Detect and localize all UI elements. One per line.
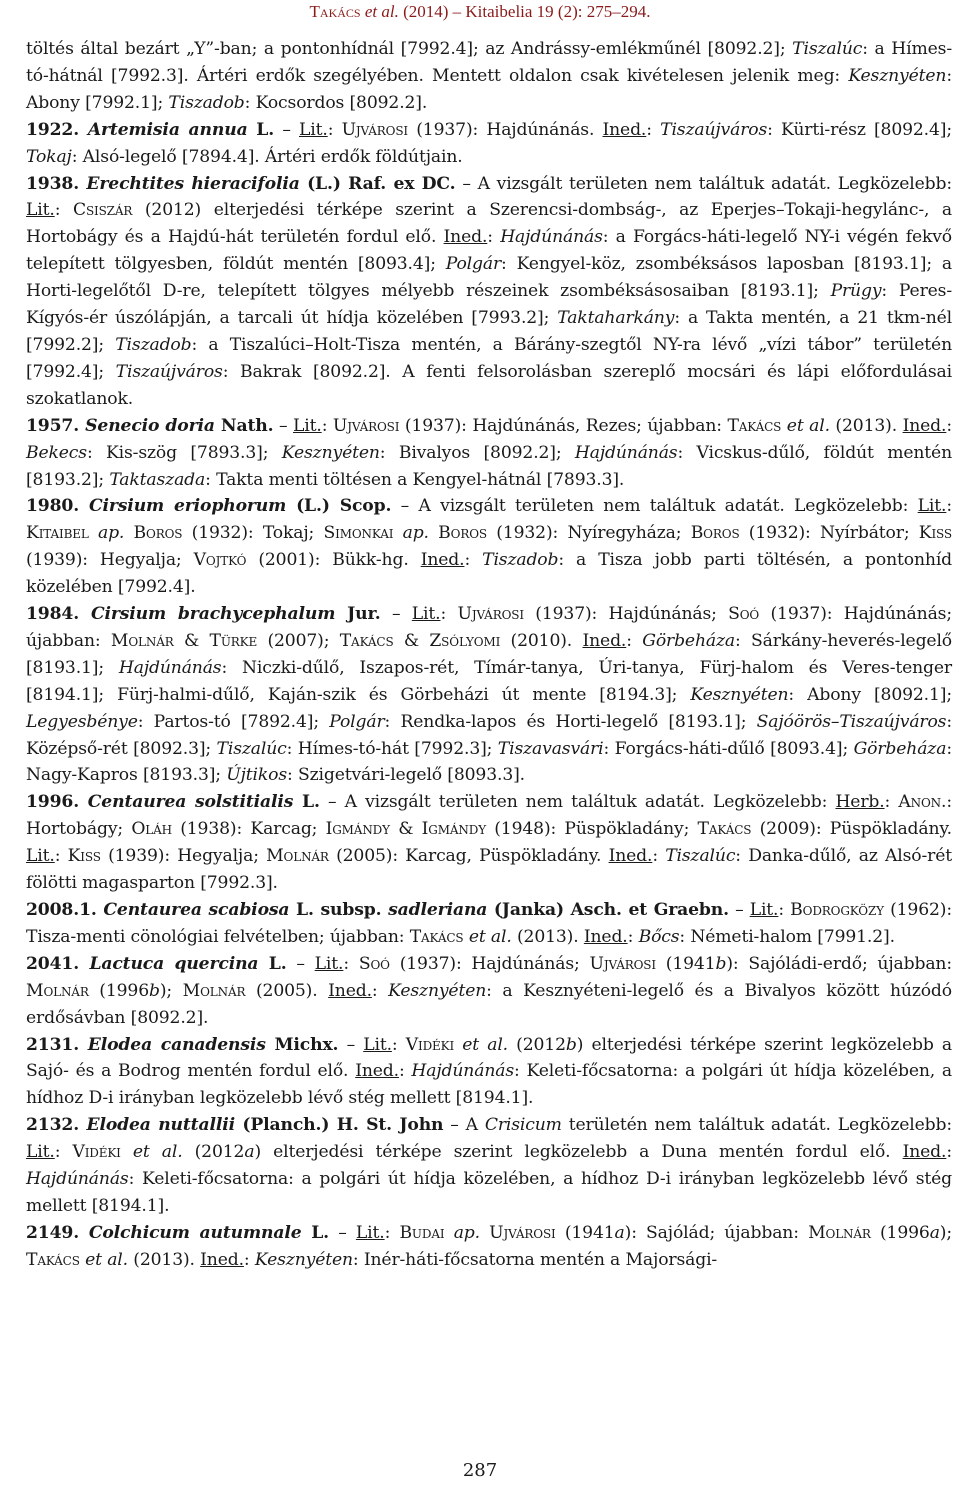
- entry-text: : Bakrak [8092.2]. A fenti felsorolásban szereplő mocsári és lápi előfordulásai szokatlanok.: [26, 361, 952, 409]
- entry-text: (1937): Hajdúnánás;: [389, 953, 590, 974]
- entry-text: : Abony [7992.1];: [26, 65, 952, 113]
- italic-text: Görbeháza: [642, 630, 735, 651]
- page-number: 287: [462, 1460, 498, 1481]
- species-name: Elodea canadensis: [87, 1034, 266, 1055]
- italic-text: b: [149, 980, 160, 1001]
- cited-author: Molnár: [182, 980, 246, 1001]
- species-entry: [26, 951, 952, 1032]
- cited-author: Molnár: [266, 846, 329, 867]
- section-label: Lit.: [355, 1222, 385, 1243]
- author-name: L.: [247, 119, 275, 140]
- italic-text: a: [929, 1222, 940, 1243]
- italic-text: Hajdúnánás: [118, 657, 222, 678]
- cited-author: Kitaibel: [26, 523, 89, 544]
- entry-text: :: [946, 1142, 952, 1163]
- italic-text: Tiszavasvári: [497, 738, 604, 759]
- header-author: Takács: [309, 2, 361, 21]
- cited-author: Takács: [697, 819, 752, 840]
- cited-author: Anon.: [898, 792, 947, 813]
- italic-text: Görbeháza: [853, 738, 947, 759]
- entry-text: :: [464, 550, 483, 571]
- entry-text: – A: [443, 1115, 485, 1136]
- author-name: (L.) Scop.: [286, 496, 392, 517]
- entry-text: (1941: [555, 1222, 615, 1243]
- cited-author: Zsólyomi: [429, 630, 501, 651]
- entry-text: töltés által bezárt „Y”-ban; a pontonhídnál [7992.4]; az Andrássy-emlékműnél [8092.2];: [26, 39, 793, 59]
- entry-text: :: [626, 630, 643, 651]
- cited-author: Kiss: [67, 846, 101, 867]
- species-name: Centaurea solstitialis: [87, 792, 294, 813]
- italic-text: Tiszadob: [168, 92, 245, 113]
- entry-text: : Kis-szög [7893.3];: [86, 442, 282, 463]
- italic-text: Újtikos: [226, 765, 288, 786]
- species-entry: [26, 117, 952, 171]
- entry-number: 2008.1.: [26, 900, 104, 920]
- entry-text: (2012: [182, 1142, 245, 1163]
- entry-text: &: [393, 630, 430, 651]
- cited-author: Ujvárosi: [341, 119, 409, 140]
- cited-author: Takács: [409, 926, 464, 947]
- italic-text: a: [614, 1222, 625, 1243]
- cited-author: Ujvárosi: [457, 604, 524, 625]
- italic-text: Tiszaújváros: [660, 119, 768, 140]
- entry-text: –: [380, 604, 412, 625]
- section-label: Ined.: [583, 926, 628, 947]
- entry-text: : Abony [8092.1];: [788, 684, 952, 705]
- entry-text: : Vicskus-dűlő, földút mentén [8193.2];: [26, 442, 952, 490]
- italic-text: ap.: [97, 523, 125, 544]
- italic-text: Polgár: [329, 711, 385, 732]
- entry-text: :: [627, 926, 639, 947]
- italic-text: Taktaszada: [109, 469, 206, 490]
- running-header: [0, 0, 960, 30]
- entry-text: : Keleti-főcsatorna: a polgári út hídja közelében, a hídhoz D-i irányban legközelebb lévő stég mellett [8194.1].: [26, 1061, 952, 1109]
- italic-text: Crisicum: [484, 1115, 562, 1136]
- entry-text: [124, 523, 133, 543]
- header-etal: et al.: [364, 2, 399, 21]
- entry-text: : Hímes-tó-hát [7992.3];: [286, 738, 498, 759]
- cited-author: Boros: [690, 523, 740, 544]
- cited-author: Boros: [133, 523, 183, 544]
- italic-text: Tiszalúc: [216, 738, 287, 759]
- entry-text: : Keleti-főcsatorna: a polgári út hídja közelében, a hídhoz D-i irányban legközelebb lévő stég mellett [8194.1].: [26, 1169, 952, 1216]
- entry-text: (1937): Hajdúnánás; újabban:: [26, 604, 952, 651]
- entry-text: (1937): Hajdúnánás, Rezes; újabban:: [399, 415, 728, 436]
- section-label: Lit.: [917, 496, 947, 517]
- author-name: (L.) Raf. ex DC.: [299, 173, 456, 194]
- entry-text: – A vizsgált területen nem találtuk adatát. Legközelebb:: [455, 173, 953, 194]
- entry-text: : Hortobágy;: [26, 792, 952, 840]
- entry-text: ): Sajóládi-erdő; újabban:: [726, 953, 952, 974]
- italic-text: Taktaharkány: [557, 308, 675, 329]
- entry-text: (2012) elterjedési térképe szerint a Szerencsi-dombság-, az Eperjes–Tokaji-hegylánc-, a Hortobágy és a Hajdú-hát területén fordul elő.: [26, 200, 952, 248]
- species-entry: [26, 1112, 952, 1220]
- entry-text: :: [646, 119, 661, 140]
- entry-text: –: [329, 1222, 356, 1243]
- entry-text: (1938): Karcag;: [171, 819, 326, 840]
- entry-text: : a Kesznyéteni-legelő és a Bivalyos között húzódó erdősávban [8092.2].: [26, 980, 952, 1028]
- entry-text: );: [939, 1222, 952, 1243]
- section-label: Lit.: [314, 953, 344, 974]
- entry-text: :: [440, 604, 458, 625]
- italic-text: Kesznyéten: [281, 442, 380, 463]
- section-label: Ined.: [902, 415, 947, 436]
- entry-text: (2013).: [511, 926, 584, 947]
- entry-text: : Németi-halom [7991.2].: [679, 926, 895, 947]
- section-label: Ined.: [355, 1061, 399, 1082]
- entry-text: –: [274, 119, 299, 140]
- species-name: Colchicum autumnale: [88, 1222, 302, 1243]
- species-name: Erechtites hieracifolia: [86, 173, 300, 194]
- cited-author: Takács: [727, 415, 782, 436]
- section-label: Lit.: [363, 1034, 392, 1055]
- entry-text: (1941: [655, 953, 716, 974]
- italic-text: a: [244, 1142, 255, 1163]
- author-name: Nath.: [214, 415, 274, 436]
- entry-text: ): Sajólád; újabban:: [624, 1222, 809, 1243]
- entry-text: –: [728, 900, 750, 920]
- italic-text: et al.: [468, 926, 512, 947]
- cited-author: Oláh: [131, 819, 172, 840]
- entry-text: (1939): Hegyalja;: [100, 846, 267, 867]
- entry-text: (2005): Karcag, Püspökladány.: [328, 846, 609, 867]
- entry-text: – A vizsgált területen nem találtuk adatát. Legközelebb:: [319, 792, 836, 813]
- section-label: Lit.: [749, 900, 779, 920]
- entry-text: : Szigetvári-legelő [8093.3].: [287, 765, 525, 786]
- author-name: L. subsp.: [289, 900, 389, 920]
- entry-text: : Bivalyos [8092.2];: [379, 442, 575, 463]
- author-name: L.: [293, 792, 320, 813]
- italic-text: Hajdúnánás: [574, 442, 678, 463]
- entry-text: : Sárkány-heverés-legelő [8193.1];: [26, 630, 952, 678]
- author-name: L.: [258, 953, 287, 974]
- italic-text: Kesznyéten: [848, 65, 947, 86]
- entry-text: :: [54, 200, 73, 221]
- entry-text: &: [173, 630, 210, 651]
- entry-text: (2010).: [500, 630, 583, 651]
- species-entry: [26, 601, 952, 789]
- species-entry: [26, 1032, 952, 1113]
- entry-text: : Forgács-háti-dűlő [8093.4];: [603, 738, 854, 759]
- cited-author: Türke: [209, 630, 258, 651]
- entry-text: (1996: [870, 1222, 930, 1243]
- author-name: L.: [301, 1222, 330, 1243]
- cited-author: Bodrogközy: [790, 900, 884, 920]
- entry-text: : a Tisza jobb parti töltésén, a pontonhíd közelében [7992.4].: [26, 550, 953, 598]
- entry-text: –: [338, 1034, 364, 1055]
- section-label: Ined.: [902, 1142, 947, 1163]
- section-label: Lit.: [26, 846, 55, 867]
- entry-text: (2009): Püspökladány.: [751, 819, 953, 840]
- italic-text: b: [715, 953, 727, 974]
- cited-author: Takács: [339, 630, 394, 651]
- entry-number: 1922.: [26, 119, 88, 140]
- entry-text: –: [286, 953, 315, 974]
- species-name: sadleriana: [388, 900, 488, 920]
- entry-text: :: [384, 1222, 400, 1243]
- entry-number: 1996.: [26, 792, 88, 813]
- entry-text: :: [487, 227, 501, 248]
- entry-text: : Kürti-rész [8092.4];: [767, 119, 952, 140]
- section-label: Ined.: [420, 550, 465, 571]
- author-name: Michx.: [265, 1034, 339, 1055]
- italic-text: Tiszaújváros: [115, 361, 223, 382]
- entry-text: (1962): Tisza-menti cönológiai felvételben; újabban:: [26, 900, 952, 947]
- cited-author: Molnár: [808, 1222, 871, 1243]
- italic-text: b: [565, 1034, 577, 1055]
- cited-author: Vidéki: [72, 1142, 121, 1163]
- section-label: Ined.: [443, 227, 488, 248]
- entry-text: : a Takta mentén, a 21 tkm-nél [7992.2];: [26, 308, 952, 355]
- italic-text: et al.: [132, 1142, 183, 1163]
- entry-text: [480, 1223, 489, 1243]
- entry-text: :: [321, 415, 333, 436]
- section-label: Ined.: [582, 630, 627, 651]
- italic-text: et al.: [85, 1249, 128, 1270]
- entry-text: [89, 523, 98, 543]
- section-label: Ined.: [602, 119, 647, 140]
- italic-text: ap.: [402, 523, 429, 544]
- entry-text: (1932): Nyíregyháza;: [486, 523, 691, 544]
- cited-author: Takács: [26, 1249, 80, 1270]
- cited-author: Budai: [399, 1222, 445, 1243]
- entry-text: [121, 1142, 133, 1162]
- entry-text: :: [778, 900, 791, 920]
- entry-text: :: [327, 119, 342, 140]
- entry-text: (1939): Hegyalja;: [26, 550, 194, 571]
- cited-author: Soó: [358, 953, 390, 974]
- entry-text: :: [243, 1249, 255, 1270]
- entry-text: : Középső-rét [8092.3];: [26, 711, 953, 759]
- entry-text: );: [159, 980, 183, 1001]
- section-label: Herb.: [835, 792, 885, 813]
- cited-author: Boros: [438, 523, 487, 544]
- section-label: Lit.: [26, 1142, 55, 1163]
- italic-text: Tiszalúc: [665, 846, 736, 867]
- entry-text: :: [398, 1061, 412, 1082]
- entry-number: 1957.: [26, 415, 86, 436]
- italic-text: Bőcs: [638, 926, 680, 947]
- cited-author: Ujvárosi: [589, 953, 656, 974]
- entry-number: 2149.: [26, 1222, 89, 1243]
- italic-text: Legyesbénye: [26, 711, 138, 732]
- entry-text: : Rendka-lapos és Horti-legelő [8193.1];: [384, 711, 757, 732]
- entry-text: : Nagy-Kapros [8193.3];: [26, 738, 952, 786]
- entry-text: : Peres-Kígyós-ér úszólápján, a tarcali út hídja közelében [7993.2];: [26, 281, 952, 329]
- species-entry: [26, 171, 952, 413]
- species-entry: [26, 413, 952, 494]
- entry-text: ) elterjedési térképe szerint legközelebb a Sajó- és a Bodrog mentén fordul elő.: [26, 1034, 952, 1082]
- article-body: [26, 36, 952, 1274]
- entry-text: : Kengyel-köz, zsombéksásos laposban [8193.1]; a Horti-legelőtől D-re, telepített tölgyes mélyebb részeinek zsombéksásosaiban [8193.1];: [26, 254, 952, 302]
- entry-text: : Alsó-legelő [7894.4]. Ártéri erdők földútjain.: [71, 146, 463, 167]
- italic-text: ap.: [453, 1222, 480, 1243]
- cited-author: Igmándy: [325, 819, 390, 840]
- species-name: Artemisia annua: [87, 119, 248, 140]
- species-name: Cirsium brachycephalum: [90, 604, 336, 625]
- cited-author: Kiss: [918, 523, 952, 544]
- entry-number: 1980.: [26, 496, 89, 517]
- entry-text: : Danka-dűlő, az Alsó-rét fölötti magasparton [7992.3].: [26, 846, 952, 894]
- entry-text: :: [54, 846, 68, 867]
- entry-number: 2041.: [26, 953, 90, 974]
- italic-text: Hajdúnánás: [411, 1061, 515, 1082]
- section-label: Ined.: [328, 980, 372, 1001]
- entry-text: :: [371, 980, 389, 1001]
- cited-author: Vojtkó: [193, 550, 247, 571]
- italic-text: Hajdúnánás: [26, 1169, 129, 1190]
- italic-text: Tiszadob: [115, 334, 192, 355]
- species-entry: [26, 493, 952, 601]
- section-label: Ined.: [608, 846, 653, 867]
- italic-text: Hajdúnánás: [500, 227, 603, 248]
- entry-text: (1932): Tokaj;: [182, 523, 324, 544]
- entry-text: : Partos-tó [7892.4];: [137, 711, 330, 732]
- entry-text: :: [946, 496, 952, 517]
- italic-text: et al.: [786, 415, 830, 436]
- section-label: Lit.: [26, 200, 55, 221]
- entry-text: &: [389, 819, 422, 840]
- italic-text: Kesznyéten: [388, 980, 487, 1001]
- species-entry: [26, 789, 952, 897]
- entry-text: [393, 523, 402, 543]
- species-name: Cirsium eriophorum: [88, 496, 287, 517]
- species-entry: [26, 897, 952, 951]
- cited-author: Molnár: [110, 630, 174, 651]
- section-label: Ined.: [200, 1249, 244, 1270]
- entry-text: (2013).: [127, 1249, 201, 1270]
- entry-text: : Kocsordos [8092.2].: [244, 92, 428, 113]
- author-name: Jur.: [335, 604, 381, 625]
- entry-text: (1996: [88, 980, 150, 1001]
- entry-text: (2012: [507, 1034, 566, 1055]
- cited-author: Ujvárosi: [489, 1222, 556, 1243]
- italic-text: Sajóörös–Tiszaújváros: [756, 711, 947, 732]
- cited-author: Soó: [728, 604, 760, 625]
- entry-text: (1937): Hajdúnánás.: [408, 119, 603, 140]
- entry-text: [444, 1223, 453, 1243]
- cited-author: Csiszár: [72, 200, 133, 221]
- section-label: Lit.: [293, 415, 322, 436]
- italic-text: Kesznyéten: [254, 1249, 353, 1270]
- entry-text: : a Hímes-tó-hátnál [7992.3]. Ártéri erdők szegélyében. Mentett oldalon csak kivételesen jelenik meg:: [26, 39, 952, 86]
- entry-text: :: [946, 415, 952, 436]
- species-entry: [26, 36, 952, 117]
- italic-text: Kesznyéten: [690, 684, 789, 705]
- entry-text: :: [884, 792, 899, 813]
- section-label: Lit.: [411, 604, 441, 625]
- italic-text: Bekecs: [26, 442, 87, 463]
- entry-text: : Takta menti töltésen a Kengyel-hátnál [7893.3].: [205, 469, 625, 490]
- entry-text: területén nem találtuk adatát. Legközelebb:: [561, 1115, 952, 1136]
- species-name: Lactuca quercina: [89, 953, 259, 974]
- entry-number: 1984.: [26, 604, 91, 625]
- entry-text: (2007);: [257, 630, 340, 651]
- author-name: (Planch.) H. St. John: [234, 1115, 444, 1136]
- italic-text: Polgár: [445, 254, 502, 275]
- entry-text: (1932): Nyírbátor;: [739, 523, 919, 544]
- entry-text: :: [54, 1142, 73, 1163]
- entry-text: (1948): Püspökladány;: [485, 819, 698, 840]
- entry-number: 1938.: [26, 173, 87, 194]
- entry-text: (1937): Hajdúnánás;: [523, 604, 729, 625]
- cited-author: Vidéki: [405, 1034, 455, 1055]
- species-name: Elodea nuttallii: [86, 1115, 235, 1136]
- entry-text: : a Forgács-háti-legelő NY-i végén fekvő telepített tölgyesben, földút mentén [8093.4];: [26, 227, 952, 275]
- italic-text: Tiszadob: [482, 550, 559, 571]
- entry-text: : Inér-háti-főcsatorna mentén a Majorsági-: [352, 1249, 718, 1270]
- italic-text: Tokaj: [26, 146, 72, 167]
- species-entry: [26, 1220, 952, 1274]
- cited-author: Simonkai: [323, 523, 394, 544]
- author-name: (Janka) Asch. et Graebn.: [487, 900, 729, 920]
- entry-number: 2131.: [26, 1034, 88, 1055]
- entry-text: – A vizsgált területen nem találtuk adatát. Legközelebb:: [391, 496, 918, 517]
- entry-text: [429, 523, 438, 543]
- entry-text: –: [273, 415, 293, 436]
- cited-author: Ujvárosi: [332, 415, 400, 436]
- italic-text: Prügy: [830, 281, 882, 302]
- entry-text: (2013).: [829, 415, 903, 436]
- entry-number: 2132.: [26, 1115, 87, 1136]
- cited-author: Igmándy: [421, 819, 486, 840]
- entry-text: (2005).: [245, 980, 329, 1001]
- entry-text: (2001): Bükk-hg.: [246, 550, 421, 571]
- entry-text: :: [343, 953, 359, 974]
- header-citation: (2014) – Kitaibelia 19 (2): 275–294.: [403, 2, 651, 21]
- entry-text: :: [652, 846, 666, 867]
- italic-text: et al.: [462, 1034, 508, 1055]
- entry-text: :: [391, 1034, 406, 1055]
- entry-text: : Niczki-dűlő, Iszapos-rét, Tímár-tanya, Úri-tanya, Fürj-halom és Veres-tenger [8194.1]; Fürj-halmi-dűlő, Kaján-szik és Görbeházi út mente [8194.3];: [26, 657, 952, 705]
- entry-text: : a Tiszalúci–Holt-Tisza mentén, a Bárány-szegtől NY-ra lévő „vízi tábor” területén [7992.4];: [26, 334, 952, 382]
- italic-text: Tiszalúc: [792, 39, 863, 59]
- entry-text: ) elterjedési térképe szerint legközelebb a Duna mentén fordul elő.: [254, 1142, 903, 1163]
- species-name: Centaurea scabiosa: [103, 900, 290, 920]
- species-name: Senecio doria: [85, 415, 215, 436]
- section-label: Lit.: [299, 119, 328, 140]
- cited-author: Molnár: [26, 980, 89, 1001]
